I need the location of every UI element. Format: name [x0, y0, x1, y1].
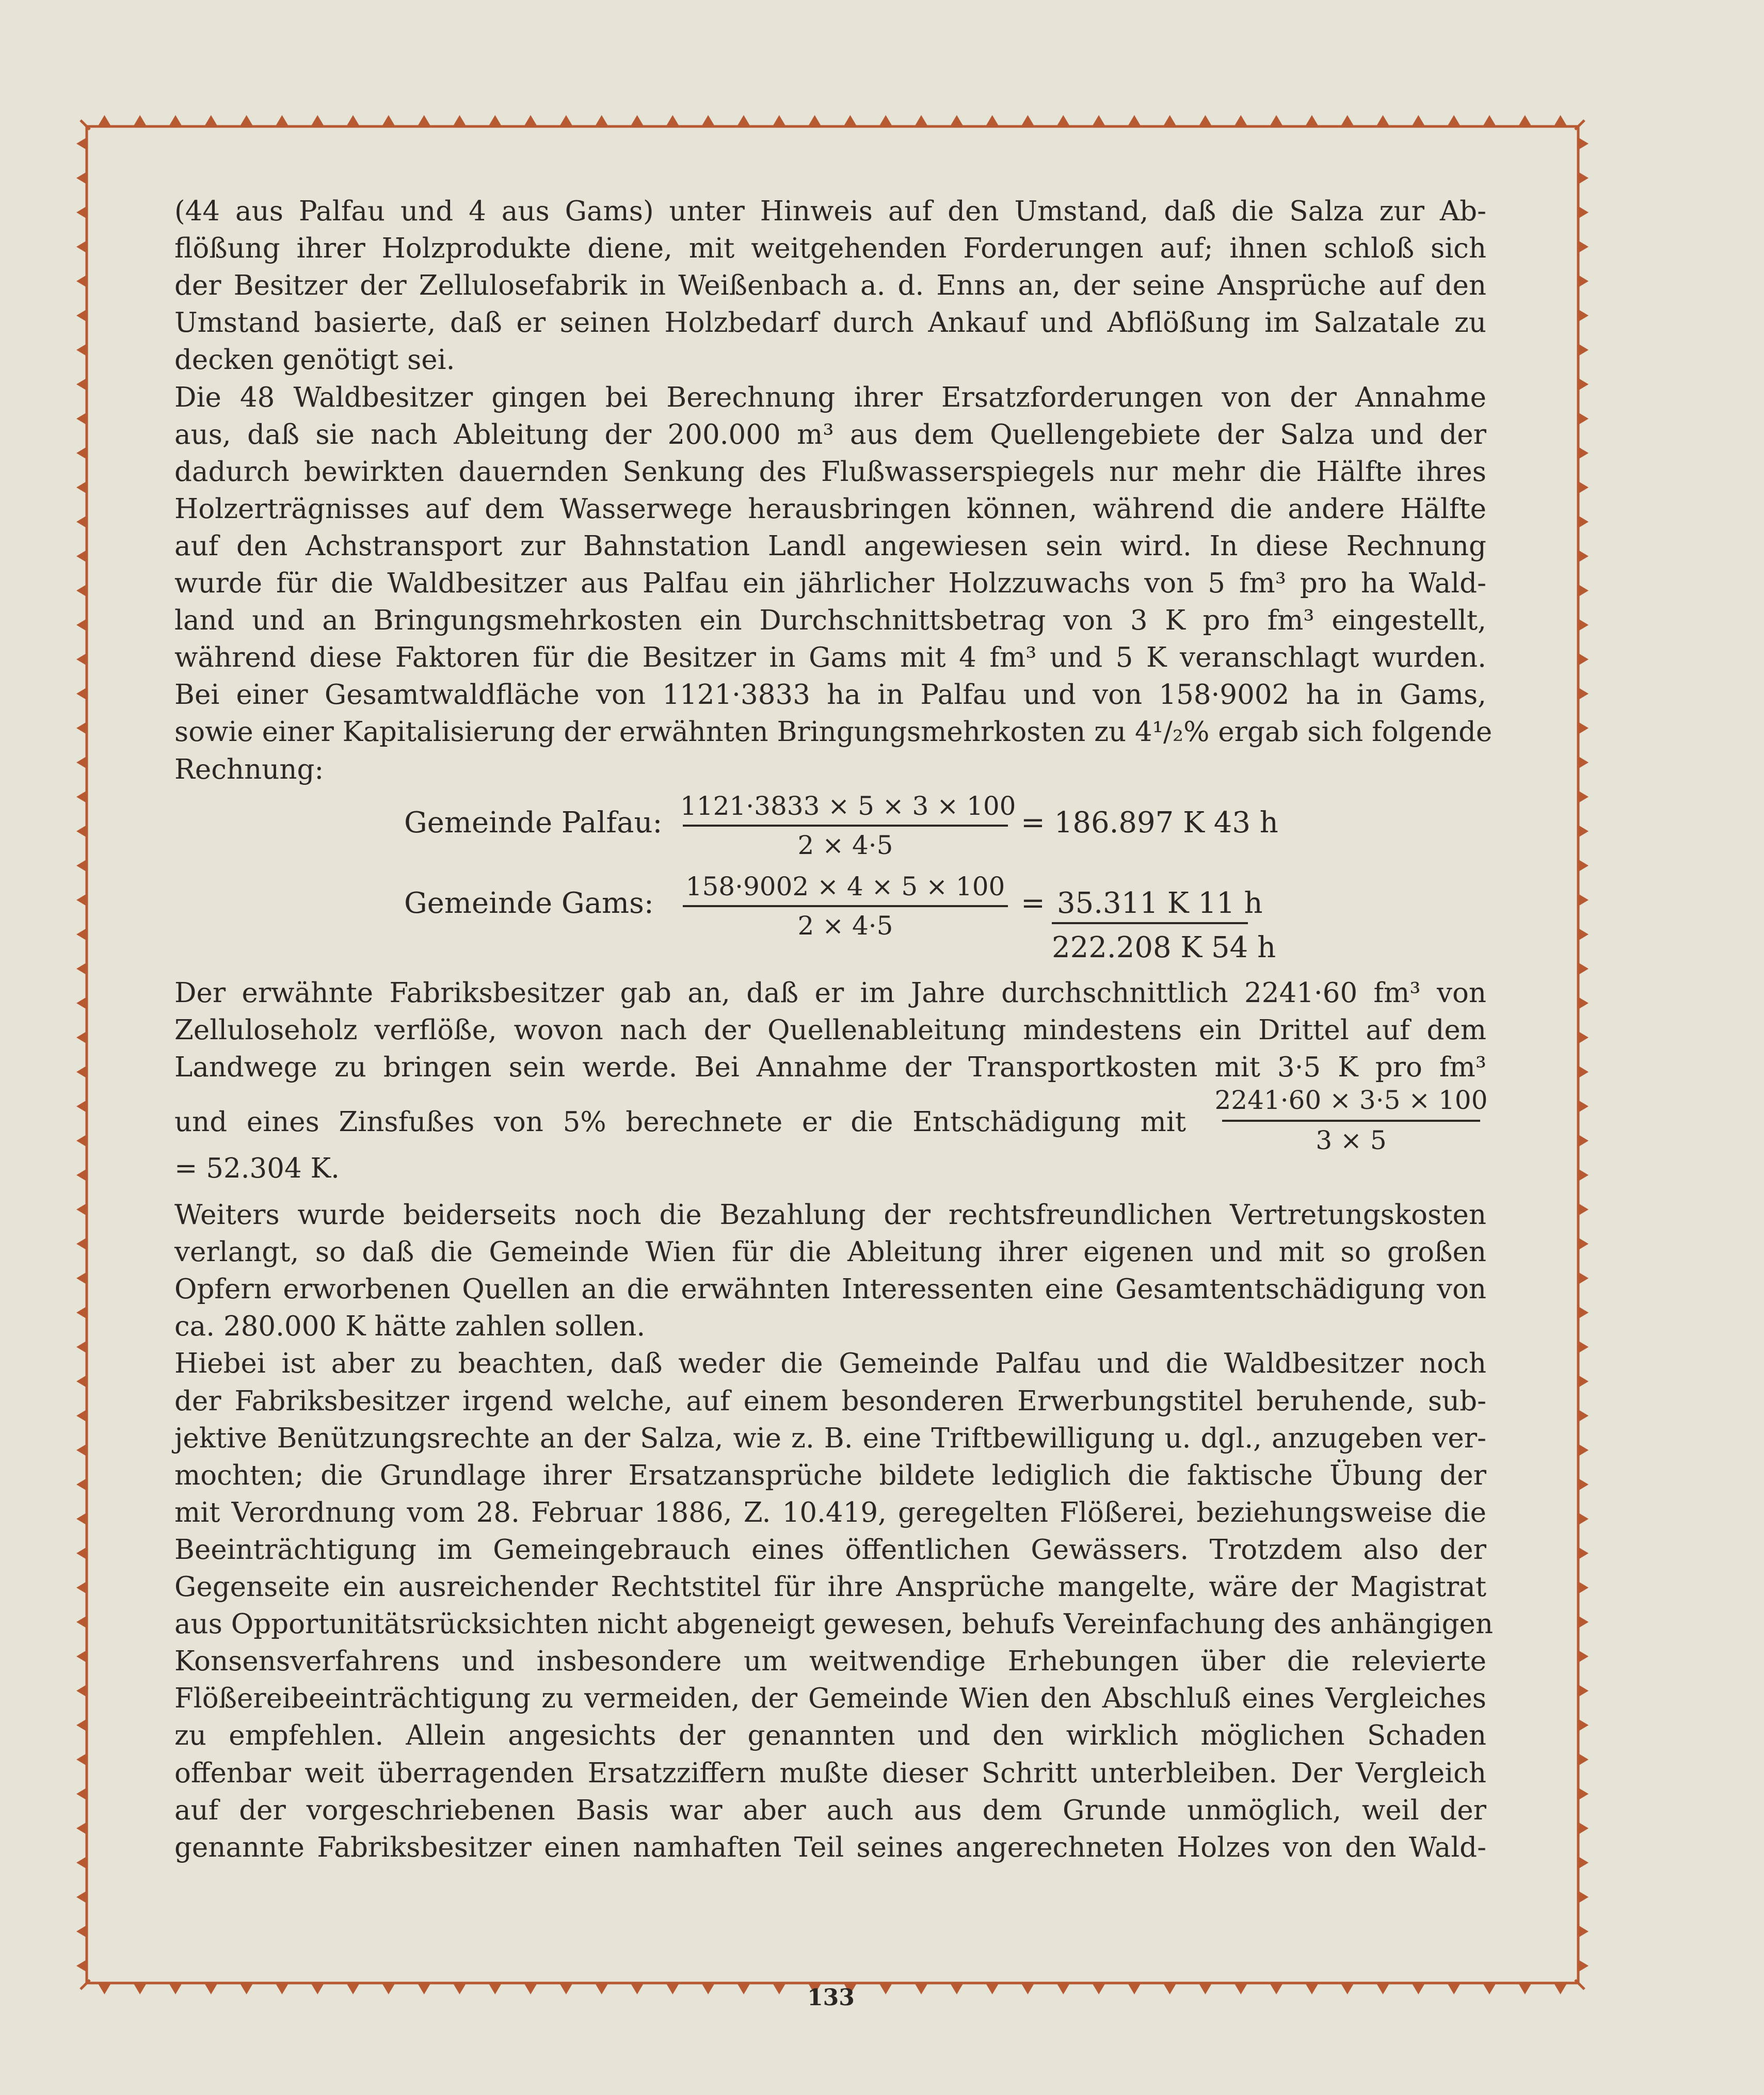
- border-ornament: [76, 412, 87, 425]
- border-ornament: [1578, 1341, 1589, 1353]
- text-line: Beeinträchtigung im Gemeingebrauch eines öffentlichen Gewässers. Trotzdem also der: [174, 1534, 1486, 1566]
- gams-result: 35.311 K 11 h: [1057, 887, 1263, 920]
- factory-numerator: 2241·60 × 3·5 × 100: [1214, 1085, 1488, 1115]
- border-ornament: [1128, 115, 1141, 126]
- border-ornament: [1578, 825, 1589, 837]
- border-ornament: [1578, 1788, 1589, 1800]
- border-ornament: [1518, 1983, 1532, 1994]
- text-line: der Fabriksbesitzer irgend welche, auf einem besonderen Erwerbungstitel beruhende, sub-: [174, 1385, 1486, 1417]
- text-line: zu empfehlen. Allein angesichts der genannten und den wirklich möglichen Schaden: [174, 1720, 1486, 1752]
- border-ornament: [1578, 619, 1589, 631]
- text-line: sowie einer Kapitalisierung der erwähnten Bringungsmehrkosten zu 4¹/₂% ergab sich folgende: [174, 716, 1493, 748]
- border-ornament: [76, 928, 87, 941]
- text-line: (44 aus Palfau und 4 aus Gams) unter Hinweis auf den Umstand, daß die Salza zur Ab-: [174, 196, 1486, 227]
- total-underline: [1052, 922, 1248, 924]
- text-line: dadurch bewirkten dauernden Senkung des Flußwasserspiegels nur mehr die Hälfte ihres: [174, 456, 1486, 488]
- border-ornament: [1234, 1983, 1247, 1994]
- text-line: ca. 280.000 K hätte zahlen sollen.: [174, 1311, 646, 1343]
- border-ornament: [76, 1169, 87, 1181]
- text-line: flößung ihrer Holzprodukte diene, mit weitgehenden Forderungen auf; ihnen schloß sich: [174, 233, 1486, 265]
- border-ornament: [1578, 1857, 1589, 1869]
- border-ornament: [76, 1616, 87, 1628]
- gams-denominator: 2 × 4·5: [797, 911, 893, 941]
- border-ornament: [275, 1983, 288, 1994]
- border-ornament: [1578, 378, 1589, 391]
- border-ornament: [240, 1983, 253, 1994]
- border-ornament: [204, 115, 218, 126]
- border-ornament: [76, 619, 87, 631]
- border-ornament: [1578, 1307, 1589, 1319]
- border-ornament: [488, 1983, 502, 1994]
- border-ornament: [1578, 447, 1589, 459]
- border-ornament: [1163, 115, 1177, 126]
- text-line: aus Opportunitätsrücksichten nicht abgeneigt gewesen, behufs Vereinfachung des anhängigen: [174, 1608, 1494, 1640]
- border-ornament: [631, 115, 644, 126]
- text-line: der Besitzer der Zellulosefabrik in Weißenbach a. d. Enns an, der seine Ansprüche auf den: [174, 270, 1486, 302]
- border-ornament: [1578, 1822, 1589, 1834]
- border-ornament: [1578, 275, 1589, 287]
- border-ornament: [986, 1983, 999, 1994]
- text-line: während diese Faktoren für die Besitzer in Gams mit 4 fm³ und 5 K veranschlagt wurden.: [174, 642, 1486, 674]
- border-ornament: [418, 115, 431, 126]
- text-line: Gegenseite ein ausreichender Rechtstitel für ihre Ansprüche mangelte, wäre der Magistrat: [174, 1571, 1486, 1603]
- palfau-fraction-bar: [683, 825, 1008, 827]
- text-line: Landwege zu bringen sein werde. Bei Annahme der Transportkosten mit 3·5 K pro fm³: [174, 1052, 1486, 1083]
- border-ornament: [76, 1960, 87, 1972]
- border-ornament: [76, 378, 87, 391]
- border-ornament: [1578, 1478, 1589, 1491]
- border-ornament: [1578, 412, 1589, 425]
- border-ornament: [1056, 115, 1070, 126]
- border-ornament: [76, 1788, 87, 1800]
- border-ornament: [701, 1983, 715, 1994]
- border-ornament: [76, 1066, 87, 1078]
- border-ornament: [488, 115, 502, 126]
- border-ornament: [1199, 1983, 1212, 1994]
- border-ornament: [1578, 928, 1589, 941]
- border-ornament: [1578, 1582, 1589, 1594]
- text-line: mit Verordnung vom 28. Februar 1886, Z. 10.419, geregelten Flößerei, beziehungsweise die: [174, 1496, 1486, 1528]
- text-line: Der erwähnte Fabriksbesitzer gab an, daß er im Jahre durchschnittlich 2241·60 fm³ von: [174, 977, 1486, 1009]
- border-ornament: [76, 653, 87, 666]
- border-ornament: [1412, 115, 1425, 126]
- border-ornament: [1554, 115, 1567, 126]
- border-corner: [81, 1980, 90, 1989]
- border-ornament: [1578, 240, 1589, 253]
- border-ornament: [631, 1983, 644, 1994]
- border-ornament: [1092, 1983, 1105, 1994]
- border-ornament: [950, 115, 964, 126]
- border-ornament: [1578, 791, 1589, 803]
- border-ornament: [76, 1410, 87, 1422]
- border-ornament: [1578, 1169, 1589, 1181]
- border-ornament: [559, 115, 573, 126]
- border-ornament: [1578, 1960, 1589, 1972]
- border-ornament: [773, 1983, 786, 1994]
- border-ornament: [595, 1983, 608, 1994]
- border-ornament: [1578, 481, 1589, 494]
- border-ornament: [311, 115, 324, 126]
- border-ornament: [1234, 115, 1247, 126]
- border-ornament: [1199, 115, 1212, 126]
- palfau-label: Gemeinde Palfau:: [404, 806, 663, 840]
- border-ornament: [1578, 1444, 1589, 1456]
- text-line: und eines Zinsfußes von 5% berechnete er die Entschädigung mit: [174, 1106, 1186, 1138]
- border-ornament: [204, 1983, 218, 1994]
- border-ornament: [1578, 1100, 1589, 1113]
- border-ornament: [275, 115, 288, 126]
- text-line: verlangt, so daß die Gemeinde Wien für die Ableitung ihrer eigenen und mit so großen: [174, 1236, 1486, 1268]
- gams-numerator: 158·9002 × 4 × 5 × 100: [685, 872, 1005, 901]
- border-ornament: [382, 115, 395, 126]
- border-ornament: [76, 447, 87, 459]
- border-ornament: [1578, 653, 1589, 666]
- border-ornament: [76, 1582, 87, 1594]
- border-ornament: [76, 1100, 87, 1113]
- border-ornament: [76, 756, 87, 769]
- border-ornament: [1578, 1237, 1589, 1250]
- border-ornament: [1578, 344, 1589, 356]
- border-ornament: [133, 115, 147, 126]
- border-ornament: [76, 1925, 87, 1938]
- border-ornament: [76, 1135, 87, 1147]
- border-ornament: [1376, 1983, 1390, 1994]
- border-ornament: [76, 997, 87, 1009]
- border-ornament: [1518, 115, 1532, 126]
- border-corner: [1575, 1980, 1584, 1989]
- border-ornament: [808, 115, 822, 126]
- border-ornament: [1376, 115, 1390, 126]
- border-ornament: [76, 860, 87, 872]
- border-ornament: [737, 115, 750, 126]
- gams-fraction-bar: [683, 905, 1008, 907]
- border-ornament: [1447, 115, 1461, 126]
- border-ornament: [1021, 1983, 1034, 1994]
- border-ornament: [76, 722, 87, 734]
- border-ornament: [76, 1685, 87, 1697]
- border-ornament: [1092, 115, 1105, 126]
- text-line: Rechnung:: [174, 753, 324, 785]
- border-ornament: [1578, 962, 1589, 975]
- border-ornament: [76, 1822, 87, 1834]
- border-ornament: [1578, 585, 1589, 597]
- border-ornament: [1483, 115, 1496, 126]
- border-ornament: [1578, 756, 1589, 769]
- border-ornament: [986, 115, 999, 126]
- border-ornament: [1578, 1203, 1589, 1216]
- border-ornament: [950, 1983, 964, 1994]
- border-ornament: [1578, 1375, 1589, 1388]
- border-ornament: [1578, 1513, 1589, 1525]
- border-ornament: [1305, 1983, 1319, 1994]
- text-line: Die 48 Waldbesitzer gingen bei Berechnung ihrer Ersatzforderungen von der Annahme: [174, 381, 1486, 413]
- text-line: wurde für die Waldbesitzer aus Palfau ein jährlicher Holzzuwachs von 5 fm³ pro ha Wald-: [174, 568, 1486, 599]
- border-ornament: [76, 309, 87, 321]
- border-ornament: [76, 275, 87, 287]
- border-ornament: [76, 585, 87, 597]
- border-ornament: [879, 115, 892, 126]
- border-ornament: [169, 1983, 182, 1994]
- border-ornament: [915, 1983, 928, 1994]
- border-ornament: [1270, 115, 1283, 126]
- calculation-total: 222.208 K 54 h: [1052, 931, 1276, 964]
- border-ornament: [76, 687, 87, 700]
- border-corner: [81, 120, 90, 130]
- border-ornament: [76, 481, 87, 494]
- border-ornament: [1578, 1066, 1589, 1078]
- border-ornament: [76, 206, 87, 219]
- border-ornament: [76, 1753, 87, 1766]
- text-line: aus, daß sie nach Ableitung der 200.000 m³ aus dem Quellengebiete der Salza und der: [174, 418, 1486, 450]
- border-ornament: [76, 1650, 87, 1663]
- text-line: Weiters wurde beiderseits noch die Bezahlung der rechtsfreundlichen Vertretungskosten: [174, 1199, 1486, 1231]
- text-line: auf der vorgeschriebenen Basis war aber auch aus dem Grunde unmöglich, weil der: [174, 1794, 1486, 1826]
- border-ornament: [169, 115, 182, 126]
- text-line: Holzerträgnisses auf dem Wasserwege herausbringen können, während die andere Hälfte: [174, 493, 1486, 525]
- border-ornament: [1578, 1685, 1589, 1697]
- border-ornament: [1578, 1410, 1589, 1422]
- border-ornament: [1578, 1272, 1589, 1284]
- border-ornament: [1578, 1135, 1589, 1147]
- factory-denominator: 3 × 5: [1316, 1125, 1387, 1155]
- border-ornament: [1578, 894, 1589, 906]
- border-ornament: [1578, 1719, 1589, 1731]
- palfau-numerator: 1121·3833 × 5 × 3 × 100: [680, 791, 1016, 821]
- text-line: Umstand basierte, daß er seinen Holzbedarf durch Ankauf und Abflößung im Salzatale zu: [174, 307, 1486, 339]
- border-ornament: [1412, 1983, 1425, 1994]
- text-line: Hiebei ist aber zu beachten, daß weder die Gemeinde Palfau und die Waldbesitzer noch: [174, 1348, 1486, 1380]
- border-ornament: [76, 515, 87, 528]
- border-ornament: [737, 1983, 750, 1994]
- border-ornament: [76, 1857, 87, 1869]
- border-ornament: [666, 115, 679, 126]
- text-line: = 52.304 K.: [174, 1153, 340, 1184]
- border-ornament: [76, 344, 87, 356]
- border-ornament: [76, 1891, 87, 1903]
- border-ornament: [76, 1272, 87, 1284]
- border-ornament: [1056, 1983, 1070, 1994]
- border-ornament: [1341, 1983, 1354, 1994]
- border-ornament: [701, 115, 715, 126]
- gams-equals: =: [1021, 887, 1045, 920]
- border-ornament: [1554, 1983, 1567, 1994]
- border-ornament: [98, 115, 111, 126]
- text-line: Zelluloseholz verflöße, wovon nach der Quellenableitung mindestens ein Drittel auf dem: [174, 1014, 1486, 1046]
- text-line: Flößereibeeinträchtigung zu vermeiden, der Gemeinde Wien den Abschluß eines Vergleiches: [174, 1683, 1486, 1715]
- factory-fraction-bar: [1222, 1120, 1480, 1122]
- border-ornament: [240, 115, 253, 126]
- border-ornament: [1447, 1983, 1461, 1994]
- border-ornament: [418, 1983, 431, 1994]
- border-ornament: [98, 1983, 111, 1994]
- text-line: mochten; die Grundlage ihrer Ersatzansprüche bildete lediglich die faktische Übung der: [174, 1459, 1486, 1491]
- border-ornament: [76, 550, 87, 562]
- border-ornament: [666, 1983, 679, 1994]
- page-number: 133: [807, 1985, 855, 2011]
- border-ornament: [76, 1547, 87, 1559]
- palfau-denominator: 2 × 4·5: [797, 830, 893, 860]
- border-ornament: [76, 1719, 87, 1731]
- border-ornament: [559, 1983, 573, 1994]
- border-ornament: [1578, 206, 1589, 219]
- border-ornament: [1163, 1983, 1177, 1994]
- gams-label: Gemeinde Gams:: [404, 887, 654, 920]
- border-ornament: [76, 894, 87, 906]
- border-ornament: [453, 1983, 467, 1994]
- border-ornament: [1578, 1753, 1589, 1766]
- border-ornament: [1578, 309, 1589, 321]
- border-ornament: [76, 137, 87, 150]
- border-ornament: [76, 791, 87, 803]
- border-ornament: [1578, 860, 1589, 872]
- border-ornament: [1578, 997, 1589, 1009]
- border-ornament: [453, 115, 467, 126]
- border-ornament: [1578, 1032, 1589, 1044]
- border-ornament: [382, 1983, 395, 1994]
- border-ornament: [76, 172, 87, 184]
- border-ornament: [76, 1444, 87, 1456]
- palfau-result: = 186.897 K 43 h: [1021, 806, 1278, 840]
- border-ornament: [1578, 1616, 1589, 1628]
- border-ornament: [843, 115, 857, 126]
- border-ornament: [76, 1032, 87, 1044]
- border-ornament: [76, 962, 87, 975]
- border-ornament: [1578, 687, 1589, 700]
- border-ornament: [1578, 1925, 1589, 1938]
- border-ornament: [76, 1478, 87, 1491]
- border-ornament: [595, 115, 608, 126]
- border-ornament: [1578, 722, 1589, 734]
- text-line: land und an Bringungsmehrkosten ein Durchschnittsbetrag von 3 K pro fm³ eingestellt,: [174, 605, 1486, 637]
- border-ornament: [76, 825, 87, 837]
- border-ornament: [346, 115, 360, 126]
- border-corner: [1575, 120, 1584, 130]
- border-ornament: [1341, 115, 1354, 126]
- text-line: Konsensverfahrens und insbesondere um weitwendige Erhebungen über die relevierte: [174, 1646, 1486, 1678]
- border-ornament: [76, 1513, 87, 1525]
- border-ornament: [1483, 1983, 1496, 1994]
- text-line: jektive Benützungsrechte an der Salza, wie z. B. eine Triftbewilligung u. dgl., anzugeben ver-: [174, 1422, 1486, 1454]
- border-ornament: [76, 1341, 87, 1353]
- border-ornament: [773, 115, 786, 126]
- border-ornament: [76, 1203, 87, 1216]
- text-line: Bei einer Gesamtwaldfläche von 1121·3833 ha in Palfau und von 158·9002 ha in Gams,: [174, 679, 1486, 711]
- border-ornament: [879, 1983, 892, 1994]
- border-ornament: [1021, 115, 1034, 126]
- border-ornament: [524, 1983, 537, 1994]
- border-ornament: [1578, 550, 1589, 562]
- border-ornament: [133, 1983, 147, 1994]
- border-ornament: [346, 1983, 360, 1994]
- border-ornament: [76, 1307, 87, 1319]
- border-ornament: [1578, 172, 1589, 184]
- border-ornament: [1578, 137, 1589, 150]
- border-ornament: [1128, 1983, 1141, 1994]
- text-line: Opfern erworbenen Quellen an die erwähnten Interessenten eine Gesamtentschädigung von: [174, 1274, 1486, 1306]
- border-ornament: [76, 1237, 87, 1250]
- text-line: auf den Achstransport zur Bahnstation Landl angewiesen sein wird. In diese Rechnung: [174, 530, 1486, 562]
- text-line: genannte Fabriksbesitzer einen namhaften Teil seines angerechneten Holzes von den Wald-: [174, 1831, 1486, 1863]
- border-ornament: [76, 240, 87, 253]
- border-ornament: [76, 1375, 87, 1388]
- border-ornament: [1578, 515, 1589, 528]
- border-ornament: [524, 115, 537, 126]
- border-ornament: [1578, 1650, 1589, 1663]
- border-ornament: [1270, 1983, 1283, 1994]
- text-line: offenbar weit überragenden Ersatzziffern mußte dieser Schritt unterbleiben. Der Vergleich: [174, 1757, 1486, 1789]
- border-ornament: [915, 115, 928, 126]
- text-line: decken genötigt sei.: [174, 344, 455, 376]
- border-ornament: [1578, 1891, 1589, 1903]
- border-ornament: [1305, 115, 1319, 126]
- border-ornament: [1578, 1547, 1589, 1559]
- border-ornament: [311, 1983, 324, 1994]
